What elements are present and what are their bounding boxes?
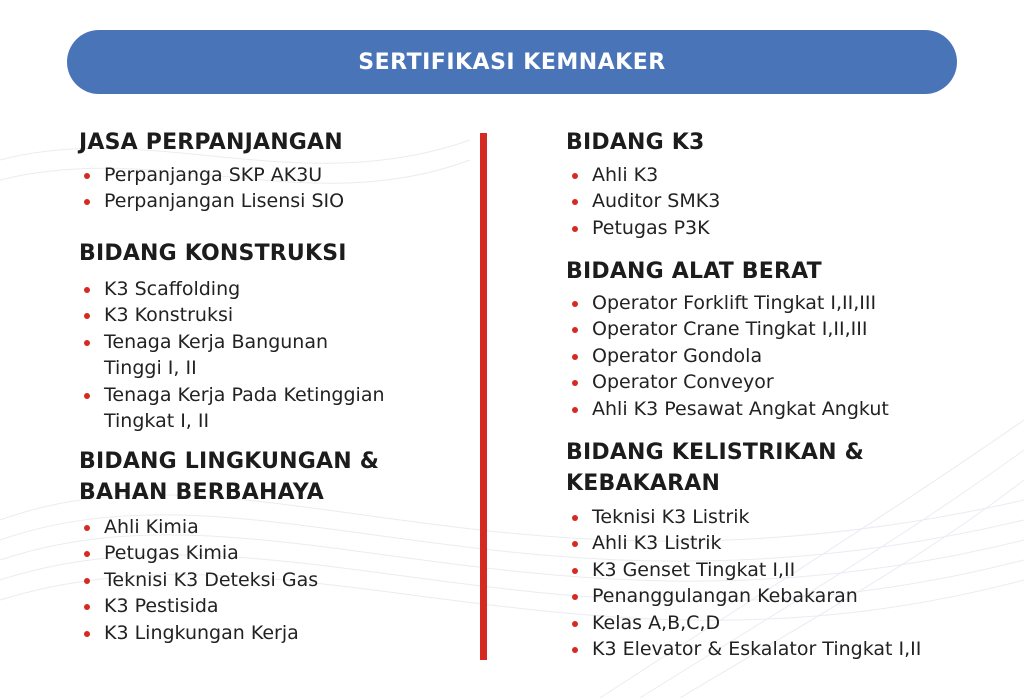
bullet-icon bbox=[84, 631, 90, 637]
list-item: K3 Scaffolding bbox=[79, 276, 459, 302]
list-item: Tenaga Kerja Pada Ketinggian Tingkat I, II bbox=[79, 382, 444, 435]
section-title-k3: BIDANG K3 bbox=[566, 130, 705, 155]
list-item: Petugas P3K bbox=[567, 215, 720, 241]
list-item: Teknisi K3 Deteksi Gas bbox=[79, 567, 318, 593]
bullet-icon bbox=[572, 647, 578, 653]
column-divider bbox=[480, 133, 487, 660]
bullet-icon bbox=[84, 199, 90, 205]
bullet-icon bbox=[84, 551, 90, 557]
bullet-icon bbox=[84, 578, 90, 584]
list-item: Penanggulangan Kebakaran bbox=[567, 583, 921, 609]
list-jasa bbox=[79, 162, 344, 215]
section-title-lingkungan: BIDANG LINGKUNGAN & BAHAN BERBAHAYA bbox=[79, 449, 380, 505]
bullet-icon bbox=[572, 568, 578, 574]
list-item: Perpanjangan Lisensi SIO bbox=[79, 188, 344, 214]
list-item: Petugas Kimia bbox=[79, 540, 318, 566]
bullet-icon bbox=[572, 354, 578, 360]
banner-title: SERTIFIKASI KEMNAKER bbox=[358, 49, 666, 75]
bullet-icon bbox=[572, 199, 578, 205]
list-item: Operator Gondola bbox=[567, 343, 889, 369]
list-kelistrikan bbox=[567, 504, 921, 662]
bullet-icon bbox=[572, 226, 578, 232]
list-item: Operator Crane Tingkat I,II,III bbox=[567, 316, 889, 342]
bullet-icon bbox=[572, 327, 578, 333]
list-k3 bbox=[567, 162, 720, 241]
list-alat-berat bbox=[567, 290, 889, 422]
list-item: K3 Konstruksi bbox=[79, 302, 459, 328]
bullet-icon bbox=[84, 393, 90, 399]
bullet-icon bbox=[572, 301, 578, 307]
list-item: K3 Pestisida bbox=[79, 593, 318, 619]
bullet-icon bbox=[572, 407, 578, 413]
list-item: Teknisi K3 Listrik bbox=[567, 504, 921, 530]
bullet-icon bbox=[84, 287, 90, 293]
section-title-konstruksi: BIDANG KONSTRUKSI bbox=[79, 241, 347, 266]
section-title-jasa: JASA PERPANJANGAN bbox=[79, 130, 343, 155]
bullet-icon bbox=[572, 541, 578, 547]
bullet-icon bbox=[84, 173, 90, 179]
bullet-icon bbox=[84, 313, 90, 319]
bullet-icon bbox=[572, 380, 578, 386]
list-item: Ahli Kimia bbox=[79, 514, 318, 540]
list-item: Perpanjanga SKP AK3U bbox=[79, 162, 344, 188]
list-item: Ahli K3 Pesawat Angkat Angkut bbox=[567, 396, 889, 422]
list-item: Kelas A,B,C,D bbox=[567, 610, 921, 636]
section-title-alat-berat: BIDANG ALAT BERAT bbox=[566, 259, 822, 284]
list-item: K3 Lingkungan Kerja bbox=[79, 620, 318, 646]
list-item: K3 Genset Tingkat I,II bbox=[567, 557, 921, 583]
section-title-kelistrikan: BIDANG KELISTRIKAN & KEBAKARAN bbox=[566, 440, 864, 496]
list-item: Auditor SMK3 bbox=[567, 188, 720, 214]
list-konstruksi bbox=[79, 276, 459, 434]
list-item: Operator Forklift Tingkat I,II,III bbox=[567, 290, 889, 316]
bullet-icon bbox=[84, 525, 90, 531]
bullet-icon bbox=[572, 515, 578, 521]
list-item: K3 Elevator & Eskalator Tingkat I,II bbox=[567, 636, 921, 662]
bullet-icon bbox=[572, 173, 578, 179]
list-item: Tenaga Kerja Bangunan Tinggi I, II bbox=[79, 329, 379, 382]
bullet-icon bbox=[572, 594, 578, 600]
list-item: Operator Conveyor bbox=[567, 369, 889, 395]
list-item: Ahli K3 bbox=[567, 162, 720, 188]
header-banner bbox=[67, 30, 957, 94]
list-lingkungan bbox=[79, 514, 318, 646]
bullet-icon bbox=[84, 604, 90, 610]
bullet-icon bbox=[84, 340, 90, 346]
bullet-icon bbox=[572, 621, 578, 627]
list-item: Ahli K3 Listrik bbox=[567, 530, 921, 556]
